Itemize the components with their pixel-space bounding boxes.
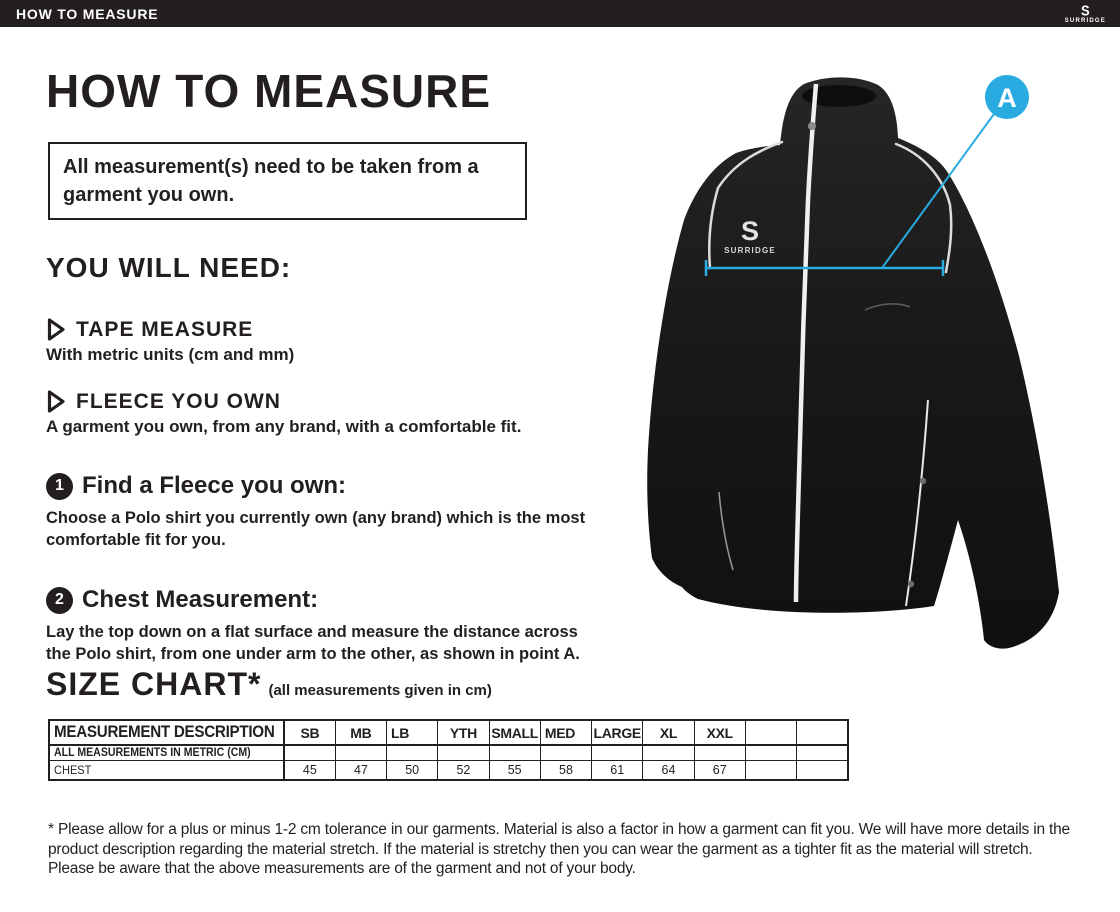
need-item-description: A garment you own, from any brand, with a comfortable fit. xyxy=(46,417,522,436)
tolerance-footnote: * Please allow for a plus or minus 1-2 cm tolerance in our garments. Material is also a factor in how a garment can fit you. We will have more details in the product description regarding the material stretch. If the material is stretchy then you can wear the garment as a tighter fit as the material will stretch. Please be aware that the above measurements are of the garment and not of your body. xyxy=(48,821,1070,877)
table-cell xyxy=(694,745,745,760)
surridge-logo-monogram: S xyxy=(1081,1,1090,19)
jacket-silhouette xyxy=(647,77,1059,648)
column-header: MB xyxy=(335,720,386,745)
top-bar xyxy=(0,0,1120,27)
table-cell: 64 xyxy=(643,760,694,780)
triangle-bullet-icon xyxy=(46,389,66,414)
column-header: SB xyxy=(284,720,335,745)
need-item-tape-measure xyxy=(46,317,294,365)
fleece-jacket-figure xyxy=(640,50,1120,665)
need-item-label: TAPE MEASURE xyxy=(76,317,254,341)
table-cell: 45 xyxy=(284,760,335,780)
table-cell: 55 xyxy=(489,760,540,780)
table-cell: 50 xyxy=(387,760,438,780)
table-cell xyxy=(438,745,489,760)
table-cell xyxy=(643,745,694,760)
garment-logo-monogram: S xyxy=(740,216,760,246)
column-header: SMALL xyxy=(489,720,540,745)
measurement-note-text: All measurement(s) need to be taken from a garment you own. xyxy=(63,156,479,206)
table-header-row xyxy=(49,720,848,745)
pocket-zip-pull-lower xyxy=(908,581,914,587)
column-header xyxy=(745,720,796,745)
column-header: XL xyxy=(643,720,694,745)
row-label: ALL MEASUREMENTS IN METRIC (CM) xyxy=(49,745,284,760)
column-header xyxy=(797,720,848,745)
table-cell: 58 xyxy=(540,760,591,780)
table-cell xyxy=(797,745,848,760)
measurement-note-box xyxy=(48,142,527,220)
need-item-fleece xyxy=(46,389,521,437)
step-number-badge: 1 xyxy=(46,473,73,500)
triangle-bullet-icon xyxy=(46,317,66,342)
row-label: CHEST xyxy=(49,760,284,780)
table-row xyxy=(49,745,848,760)
size-chart-subtitle: (all measurements given in cm) xyxy=(268,682,492,699)
step-2 xyxy=(46,586,598,665)
table-cell xyxy=(284,745,335,760)
marker-a-label: A xyxy=(997,83,1017,113)
table-cell xyxy=(335,745,386,760)
top-bar-title: HOW TO MEASURE xyxy=(16,5,159,22)
column-header: YTH xyxy=(438,720,489,745)
column-header-description: MEASUREMENT DESCRIPTION xyxy=(49,720,284,745)
surridge-logo-icon xyxy=(1064,1,1106,24)
table-row xyxy=(49,760,848,780)
you-will-need-heading: YOU WILL NEED: xyxy=(46,252,292,283)
step-title: Chest Measurement: xyxy=(82,586,319,613)
column-header: LB xyxy=(387,720,438,745)
table-cell: 52 xyxy=(438,760,489,780)
fleece-jacket-image xyxy=(640,50,1120,665)
surridge-logo-wordmark: SURRIDGE xyxy=(1064,17,1106,24)
garment-logo-wordmark: SURRIDGE xyxy=(724,246,776,255)
page-title: HOW TO MEASURE xyxy=(46,65,492,117)
need-item-label: FLEECE YOU OWN xyxy=(76,389,281,413)
table-cell xyxy=(592,745,643,760)
column-header: LARGE xyxy=(592,720,643,745)
table-cell: 47 xyxy=(335,760,386,780)
step-title: Find a Fleece you own: xyxy=(82,472,347,499)
step-1 xyxy=(46,472,598,551)
table-cell xyxy=(540,745,591,760)
table-cell xyxy=(745,760,796,780)
size-chart-heading xyxy=(46,666,492,703)
step-description: Lay the top down on a flat surface and measure the distance across the Polo shirt, from one under arm to the other, as shown in point A. xyxy=(46,623,580,663)
step-description: Choose a Polo shirt you currently own (any brand) which is the most comfortable fit for you. xyxy=(46,509,586,549)
table-cell xyxy=(797,760,848,780)
table-cell xyxy=(387,745,438,760)
size-chart-title: SIZE CHART* xyxy=(46,666,262,702)
column-header: MED xyxy=(540,720,591,745)
pocket-zip-pull-upper xyxy=(920,478,926,484)
table-cell xyxy=(745,745,796,760)
need-item-description: With metric units (cm and mm) xyxy=(46,345,295,364)
zip-pull xyxy=(808,122,816,130)
table-cell xyxy=(489,745,540,760)
size-chart-table xyxy=(48,719,849,781)
step-number-badge: 2 xyxy=(46,587,73,614)
table-cell: 61 xyxy=(592,760,643,780)
column-header: XXL xyxy=(694,720,745,745)
table-cell: 67 xyxy=(694,760,745,780)
